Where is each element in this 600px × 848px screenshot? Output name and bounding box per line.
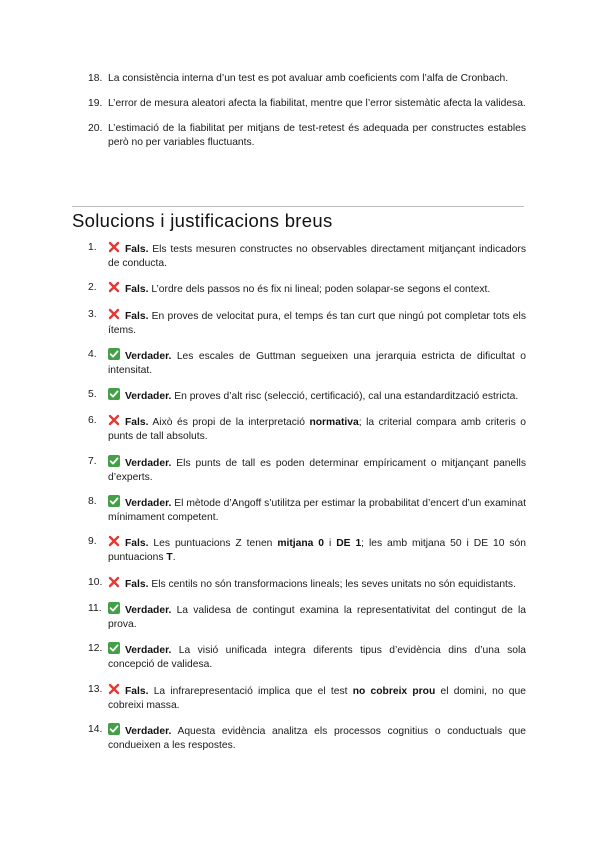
emphasis-text: T	[166, 552, 173, 564]
text-run: En proves d’alt risc (selecció, certificació), cal una estandardització estricta.	[174, 391, 519, 403]
text-run: .	[172, 552, 176, 564]
cross-mark-icon	[108, 281, 121, 293]
solution-text	[108, 495, 526, 525]
solution-text	[108, 723, 526, 753]
text-run: Les escales de Guttman segueixen una jerarquia estricta de dificultat o intensitat.	[108, 350, 526, 376]
verdict-label: Fals.	[125, 244, 149, 255]
solution-item	[88, 602, 526, 632]
list-item	[88, 72, 526, 86]
cross-mark-icon	[108, 308, 121, 320]
verdict-label: Verdader.	[125, 604, 172, 616]
solution-number: 14.	[88, 723, 103, 735]
text-run: ; la criterial compara amb criteris o punts de tall absoluts.	[108, 417, 526, 443]
statements-list	[88, 72, 526, 161]
cross-mark-icon	[108, 241, 121, 253]
text-run: ; les amb mitjana 50 i DE 10 són puntuacions	[108, 538, 526, 564]
item-number: 18.	[88, 73, 103, 84]
verdict-label: Verdader.	[125, 391, 172, 403]
text-run: El mètode d’Angoff s’utilitza per estimar la probabilitat d’encert d’un examinat mínimament competent.	[108, 498, 526, 524]
check-box-icon	[108, 642, 121, 654]
solution-item	[88, 281, 526, 297]
verdict-label: Verdader.	[125, 645, 172, 657]
item-number: 19.	[88, 98, 103, 109]
text-run: Això és propi de la interpretació	[152, 417, 310, 429]
solution-text	[108, 281, 526, 297]
solution-item	[88, 535, 526, 565]
verdict-label: Verdader.	[125, 457, 172, 469]
section-heading: Solucions i justificacions breus	[72, 210, 333, 231]
emphasis-text: normativa	[309, 417, 359, 429]
solution-text	[108, 388, 526, 404]
solution-text	[108, 241, 526, 271]
solution-number: 10.	[88, 576, 103, 588]
verdict-label: Fals.	[125, 284, 149, 296]
text-run: En proves de velocitat pura, el temps és tan curt que ningú pot completar tots els ítems.	[108, 310, 526, 336]
verdict-label: Fals.	[125, 685, 149, 697]
solution-item	[88, 495, 526, 525]
solution-number: 5.	[88, 389, 97, 401]
solution-item	[88, 455, 526, 485]
check-box-icon	[108, 723, 121, 735]
cross-mark-icon	[108, 535, 121, 547]
solution-number: 12.	[88, 643, 103, 655]
text-run: Les puntuacions Z tenen	[153, 538, 278, 550]
solution-item	[88, 642, 526, 672]
solution-text	[108, 576, 526, 592]
emphasis-text: no cobreix prou	[352, 685, 436, 697]
solution-item	[88, 414, 526, 444]
text-run: Els centils no són transformacions lineals; les seves unitats no són equidistants.	[151, 578, 516, 590]
section-divider	[72, 206, 524, 207]
solution-text	[108, 535, 526, 565]
list-item	[88, 97, 526, 111]
text-run: La validesa de contingut examina la representativitat del contingut de la prova.	[108, 604, 526, 630]
solution-item	[88, 308, 526, 338]
solution-text	[108, 602, 526, 632]
solution-number: 13.	[88, 683, 103, 695]
check-box-icon	[108, 388, 121, 400]
solution-item	[88, 683, 526, 713]
verdict-label: Fals.	[125, 538, 149, 550]
solution-number: 9.	[88, 536, 97, 548]
list-item	[88, 122, 526, 150]
check-box-icon	[108, 495, 121, 507]
verdict-label: Verdader.	[125, 725, 172, 737]
solution-number: 2.	[88, 282, 97, 294]
solution-text	[108, 455, 526, 485]
solution-number: 6.	[88, 415, 97, 427]
solution-item	[88, 576, 526, 592]
solution-item	[88, 241, 526, 271]
solution-item	[88, 348, 526, 378]
solutions-list	[88, 241, 526, 763]
text-run: Els punts de tall es poden determinar empíricament o mitjançant panells d’experts.	[108, 457, 526, 483]
emphasis-text: mitjana 0	[277, 538, 325, 550]
check-box-icon	[108, 348, 121, 360]
check-box-icon	[108, 602, 121, 614]
emphasis-text: DE 1	[336, 538, 362, 550]
check-box-icon	[108, 455, 121, 467]
text-run: Aquesta evidència analitza els processos cognitius o conductuals que condueixen a les respostes.	[108, 725, 526, 751]
solution-item	[88, 723, 526, 753]
text-run: el domini, no que cobreixi massa.	[108, 685, 526, 711]
text-run: L’ordre dels passos no és fix ni lineal; poden solapar-se segons el context.	[151, 284, 491, 296]
text-run: La infrarepresentació implica que el test	[153, 685, 353, 697]
verdict-label: Fals.	[125, 417, 149, 429]
verdict-label: Fals.	[125, 310, 149, 322]
verdict-label: Verdader.	[125, 350, 172, 362]
item-text: L’error de mesura aleatori afecta la fiabilitat, mentre que l’error sistemàtic afecta la validesa.	[108, 98, 526, 109]
solution-text	[108, 348, 526, 378]
item-number: 20.	[88, 123, 103, 134]
solution-number: 1.	[88, 242, 97, 253]
solution-number: 11.	[88, 602, 102, 614]
item-text: L’estimació de la fiabilitat per mitjans de test-retest és adequada per constructes estables però no per variables fluctuants.	[108, 123, 526, 148]
verdict-label: Verdader.	[125, 498, 172, 510]
solution-number: 3.	[88, 308, 97, 320]
cross-mark-icon	[108, 576, 121, 588]
solution-item	[88, 388, 526, 404]
solution-text	[108, 683, 526, 713]
text-run: La visió unificada integra diferents tipus d’evidència dins d’una sola concepció de validesa.	[108, 645, 526, 671]
verdict-label: Fals.	[125, 578, 149, 590]
text-run: i	[324, 538, 337, 550]
solution-text	[108, 308, 526, 338]
cross-mark-icon	[108, 683, 121, 695]
item-text: La consistència interna d’un test es pot avaluar amb coeficients com l’alfa de Cronbach.	[108, 73, 509, 84]
cross-mark-icon	[108, 414, 121, 426]
solution-text	[108, 414, 526, 444]
solution-number: 7.	[88, 455, 97, 467]
solution-number: 4.	[88, 348, 97, 360]
text-run: Els tests mesuren constructes no observables directament mitjançant indicadors de conducta.	[108, 244, 526, 269]
solution-text	[108, 642, 526, 672]
solution-number: 8.	[88, 496, 97, 508]
